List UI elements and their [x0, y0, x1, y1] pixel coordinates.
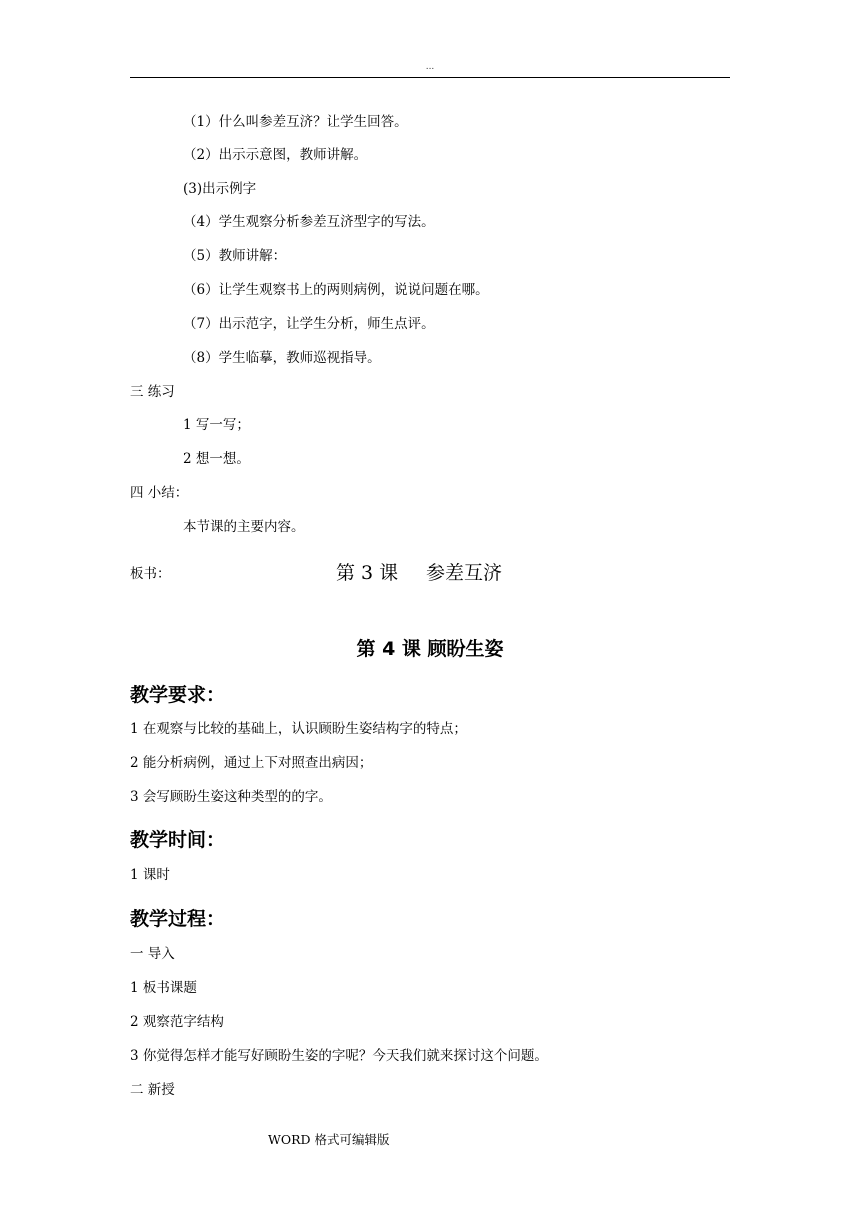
header-rule [130, 77, 730, 78]
lesson-title: 第 4 课 顾盼生姿 [356, 638, 504, 660]
step-item: (3)出示例字 [183, 181, 257, 197]
summary-heading: 四 小结： [130, 485, 189, 501]
board-topic: 参差互济 [426, 562, 503, 584]
process-item: 3 你觉得怎样才能写好顾盼生姿的字呢？今天我们就来探讨这个问题。 [130, 1048, 548, 1064]
step-item: （7）出示范字，让学生分析，师生点评。 [183, 316, 435, 332]
header-mark: ... [425, 62, 435, 72]
process-heading: 教学过程： [130, 908, 226, 930]
time-heading: 教学时间： [130, 829, 226, 851]
summary-text: 本节课的主要内容。 [183, 519, 305, 535]
step-item: （1）什么叫参差互济？让学生回答。 [183, 114, 408, 130]
requirements-heading: 教学要求： [130, 684, 226, 706]
step-item: （5）教师讲解： [183, 248, 287, 264]
process-item: 2 观察范字结构 [130, 1014, 224, 1030]
practice-item: 2 想一想。 [183, 451, 250, 467]
step-item: （4）学生观察分析参差互济型字的写法。 [183, 214, 435, 230]
board-writing [130, 558, 730, 582]
footer-text: WORD 格式可编辑版 [268, 1132, 390, 1147]
requirement-item: 3 会写顾盼生姿这种类型的的字。 [130, 789, 332, 805]
process-item: 二 新授 [130, 1082, 175, 1098]
process-item: 一 导入 [130, 946, 175, 962]
time-text: 1 课时 [130, 867, 170, 883]
process-item: 1 板书课题 [130, 980, 197, 996]
step-item: （8）学生临摹，教师巡视指导。 [183, 350, 381, 366]
practice-heading: 三 练习 [130, 384, 175, 400]
practice-item: 1 写一写； [183, 417, 250, 433]
requirement-item: 2 能分析病例，通过上下对照查出病因； [130, 755, 373, 771]
step-item: （6）让学生观察书上的两则病例，说说问题在哪。 [183, 282, 489, 298]
requirement-item: 1 在观察与比较的基础上，认识顾盼生姿结构字的特点； [130, 721, 467, 737]
step-item: （2）出示示意图，教师讲解。 [183, 147, 368, 163]
board-lesson: 第 3 课 [336, 562, 399, 584]
board-label: 板书： [130, 566, 171, 582]
